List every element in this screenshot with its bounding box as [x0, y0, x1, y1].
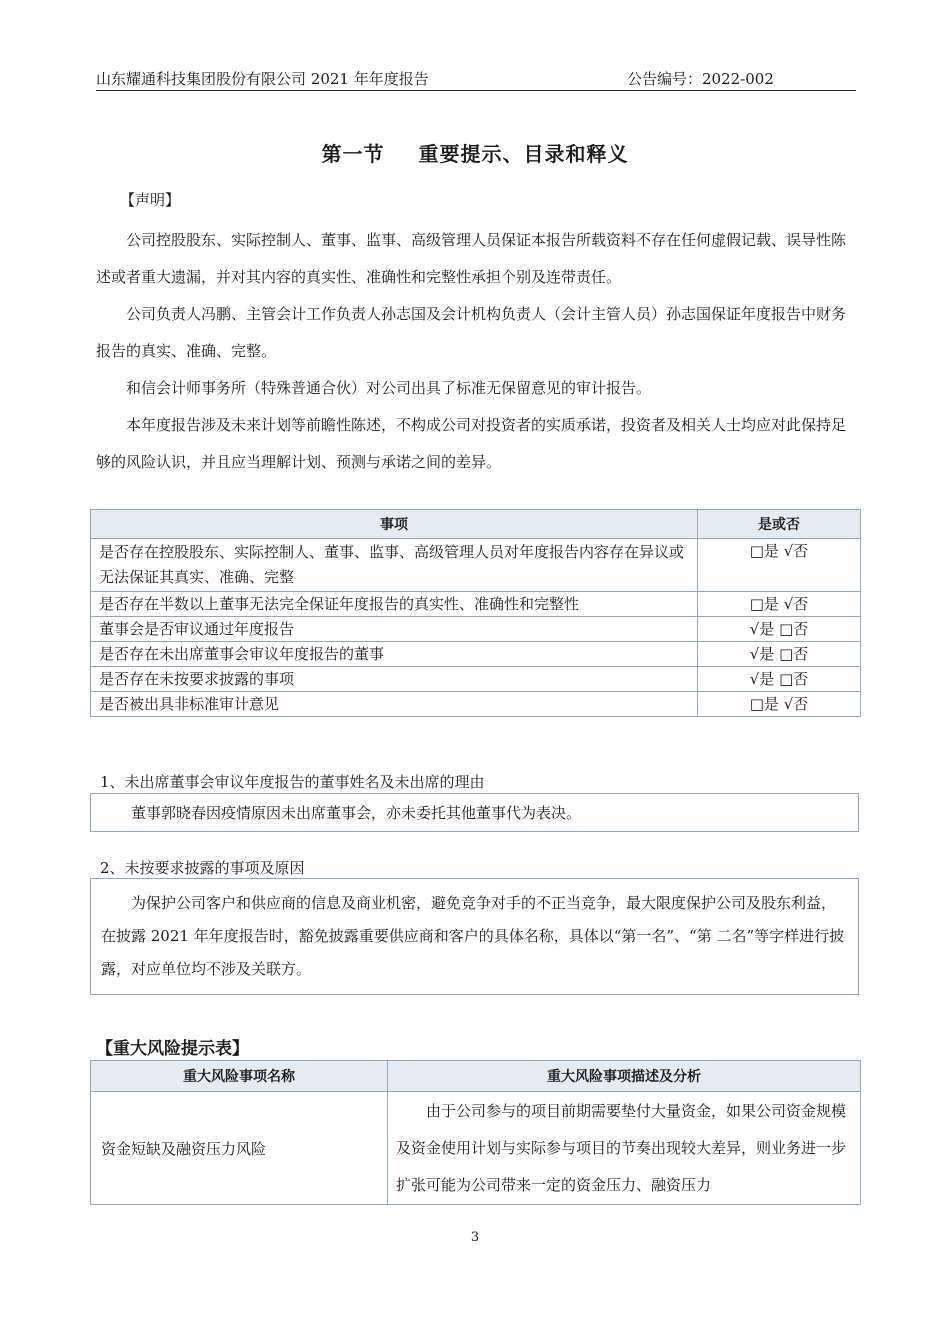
risk-desc-cell [388, 1092, 861, 1205]
matter-answer: □是 √否 [698, 592, 861, 617]
header-company-report: 山东耀通科技集团股份有限公司 2021 年年度报告 [96, 70, 429, 88]
page-number: 3 [470, 1230, 480, 1245]
matter-item: 董事会是否审议通过年度报告 [91, 617, 698, 642]
table-row [91, 617, 861, 642]
section-title-text: 重要提示、目录和释义 [418, 142, 629, 166]
col-header-risk-desc: 重大风险事项描述及分析 [388, 1061, 861, 1092]
table-header-row [91, 510, 861, 539]
section-title [0, 138, 950, 167]
section2-content: 为保护公司客户和供应商的信息及商业机密，避免竞争对手的不正当竞争，最大限度保护公司及股东利益，在披露 2021 年年度报告时，豁免披露重要供应商和客户的具体名称，具体以“第一名”、“第 二名”等字样进行披露，对应单位均不涉及关联方。 [101, 894, 845, 978]
paragraph: 公司负责人冯鹏、主管会计工作负责人孙志国及会计机构负责人（会计主管人员）孙志国保证年度报告中财务报告的真实、准确、完整。 [96, 305, 847, 360]
table-row [91, 667, 861, 692]
matter-answer: □是 √否 [698, 692, 861, 717]
table-row [91, 592, 861, 617]
table-row [91, 539, 861, 592]
matter-answer: √是 □否 [698, 667, 861, 692]
col-header-risk-name: 重大风险事项名称 [91, 1061, 388, 1092]
section2-box [90, 878, 859, 995]
header-announcement-no: 公告编号：2022-002 [627, 70, 774, 88]
declaration-paragraphs [96, 222, 860, 481]
section2-heading: 2、未按要求披露的事项及原因 [100, 859, 305, 877]
matter-item: 是否被出具非标准审计意见 [91, 692, 698, 717]
table-row [91, 1092, 861, 1205]
risk-name: 资金短缺及融资压力风险 [91, 1092, 388, 1205]
matter-item: 是否存在未出席董事会审议年度报告的董事 [91, 642, 698, 667]
section-number: 第一节 [321, 142, 385, 166]
matter-item: 是否存在半数以上董事无法完全保证年度报告的真实性、准确性和完整性 [91, 592, 698, 617]
matters-table [90, 509, 861, 717]
table-row [91, 642, 861, 667]
table-row [91, 692, 861, 717]
declaration-label: 【声明】 [120, 191, 181, 209]
risk-description: 由于公司参与的项目前期需要垫付大量资金，如果公司资金规模及资金使用计划与实际参与项目的节奏出现较大差异，则业务进一步扩张可能为公司带来一定的资金压力、融资压力 [396, 1101, 847, 1194]
page-header [96, 68, 856, 91]
col-header-item: 事项 [91, 510, 698, 539]
matter-item: 是否存在未按要求披露的事项 [91, 667, 698, 692]
risk-table-title: 【重大风险提示表】 [96, 1039, 249, 1059]
section1-box [90, 793, 859, 832]
matter-answer: √是 □否 [698, 642, 861, 667]
matter-answer: √是 □否 [698, 617, 861, 642]
col-header-answer: 是或否 [698, 510, 861, 539]
table-header-row [91, 1061, 861, 1092]
matter-answer: □是 √否 [698, 539, 861, 592]
section1-heading: 1、未出席董事会审议年度报告的董事姓名及未出席的理由 [100, 773, 485, 791]
risk-table [90, 1060, 861, 1205]
section1-content: 董事郭晓春因疫情原因未出席董事会，亦未委托其他董事代为表决。 [131, 804, 582, 822]
matter-item: 是否存在控股股东、实际控制人、董事、监事、高级管理人员对年度报告内容存在异议或无法保证其真实、准确、完整 [91, 539, 698, 592]
paragraph: 和信会计师事务所（特殊普通合伙）对公司出具了标准无保留意见的审计报告。 [126, 379, 652, 397]
paragraph: 公司控股股东、实际控制人、董事、监事、高级管理人员保证本报告所载资料不存在任何虚假记载、误导性陈述或者重大遗漏，并对其内容的真实性、准确性和完整性承担个别及连带责任。 [96, 231, 847, 286]
paragraph: 本年度报告涉及未来计划等前瞻性陈述，不构成公司对投资者的实质承诺，投资者及相关人士均应对此保持足够的风险认识，并且应当理解计划、预测与承诺之间的差异。 [96, 416, 847, 471]
